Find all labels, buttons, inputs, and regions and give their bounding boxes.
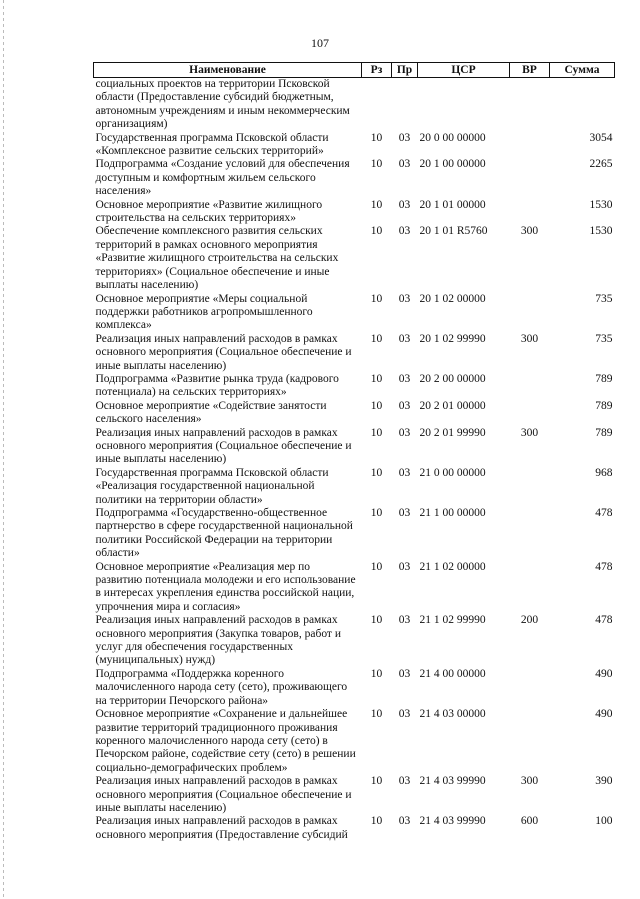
page-number: 107 (311, 36, 329, 50)
cell-name: Реализация иных направлений расходов в рамках основного мероприятия (Предоставление субсидий (95, 815, 348, 841)
cell-sum: 735 (595, 332, 613, 345)
cell-vr: 300 (520, 332, 539, 345)
table-row (94, 427, 615, 467)
cell-sum: 1530 (589, 225, 613, 238)
table-row (94, 373, 615, 400)
cell-sum: 478 (595, 507, 613, 519)
table-row (94, 815, 615, 842)
cell-csr: 21 0 00 00000 (419, 466, 486, 479)
table-header-row (94, 63, 615, 78)
cell-name: Основное мероприятие «Меры социальной поддержки работников агропромышленного комплекса» (95, 292, 313, 332)
cell-name: Подпрограмма «Поддержка коренного малочисленного народа сету (сето), проживающего на территории Печорского района» (95, 667, 348, 707)
cell-pr: 03 (398, 399, 411, 412)
cell-csr: 20 1 01 R5760 (419, 225, 488, 238)
cell-name: Государственная программа Псковской области «Комплексное развитие сельских территорий» (95, 131, 329, 158)
table-row (94, 614, 615, 668)
table-row (94, 225, 615, 292)
cell-rz: 10 (370, 507, 383, 519)
cell-name: Основное мероприятие «Содействие занятости сельского населения» (95, 399, 327, 426)
cell-csr: 20 1 02 99990 (419, 332, 486, 345)
cell-rz: 10 (370, 131, 383, 144)
cell-name: Реализация иных направлений расходов в рамках основного мероприятия (Социальное обеспечение и иные выплаты населению) (95, 332, 352, 372)
cell-pr: 03 (398, 775, 411, 788)
cell-name: Основное мероприятие «Сохранение и дальнейшее развитие территорий традиционного проживания коренного малочисленного народа сету (сето) в Печорском районе, содействие сету (сето) в решении социально-демографических проблем» (95, 708, 356, 774)
table-row (94, 561, 615, 615)
cell-csr: 20 2 01 00000 (419, 399, 486, 412)
table-row (94, 775, 615, 815)
cell-rz: 10 (370, 292, 383, 305)
cell-pr: 03 (398, 560, 411, 573)
cell-pr (392, 78, 418, 132)
cell-rz: 10 (370, 815, 383, 828)
cell-name: Основное мероприятие «Развитие жилищного строительства на сельских территориях» (95, 198, 323, 225)
header-vr: ВР (510, 63, 550, 78)
cell-pr: 03 (398, 225, 411, 238)
cell-pr: 03 (398, 332, 411, 345)
cell-rz: 10 (370, 775, 383, 788)
cell-rz: 10 (370, 158, 383, 171)
cell-vr: 300 (520, 426, 539, 439)
table-row (94, 467, 615, 507)
table-row (94, 293, 615, 333)
table-row (94, 668, 615, 708)
cell-sum: 478 (595, 614, 613, 627)
cell-vr (510, 78, 550, 132)
cell-vr (510, 132, 550, 159)
cell-vr: 200 (520, 614, 539, 627)
cell-vr: 300 (520, 775, 539, 788)
cell-csr: 20 1 00 00000 (419, 158, 486, 171)
cell-vr: 300 (520, 225, 539, 238)
cell-pr: 03 (398, 614, 411, 627)
cell-sum: 478 (595, 560, 613, 573)
cell-vr (510, 293, 550, 333)
table-row (94, 158, 615, 198)
cell-pr: 03 (398, 372, 411, 385)
cell-sum: 789 (595, 426, 613, 439)
cell-csr: 21 1 00 00000 (419, 507, 486, 519)
cell-rz: 10 (370, 198, 383, 211)
cell-pr: 03 (398, 198, 411, 211)
cell-pr: 03 (398, 708, 411, 721)
cell-sum: 1530 (589, 198, 613, 211)
cell-pr: 03 (398, 507, 411, 519)
cell-rz: 10 (370, 332, 383, 345)
cell-vr (510, 467, 550, 507)
cell-csr: 20 1 01 00000 (419, 198, 486, 211)
cell-vr (510, 708, 550, 775)
cell-vr: 600 (520, 815, 539, 828)
cell-name: Обеспечение комплексного развития сельских территорий в рамках основного мероприятия «Развитие жилищного строительства на сельских территориях» (Социальное обеспечение и иные выплаты населению) (95, 225, 339, 292)
cell-name: Реализация иных направлений расходов в рамках основного мероприятия (Социальное обеспечение и иные выплаты населению) (95, 775, 352, 814)
cell-pr: 03 (398, 426, 411, 439)
cell-name: Основное мероприятие «Реализация мер по развитию потенциала молодежи и его использование в интересах укрепления единства российской нации, упрочнения мира и согласия» (95, 560, 356, 613)
cell-csr: 21 1 02 00000 (419, 560, 486, 573)
cell-sum: 490 (595, 667, 613, 680)
cell-name: Реализация иных направлений расходов в рамках основного мероприятия (Закупка товаров, работ и услуг для обеспечения государственных (муниципальных) нужд) (95, 614, 341, 667)
cell-sum: 789 (595, 372, 613, 385)
cell-csr: 20 1 02 00000 (419, 292, 486, 305)
cell-rz: 10 (370, 399, 383, 412)
table-row (94, 400, 615, 427)
cell-name: Государственная программа Псковской области «Реализация государственной национальной политики на территории области» (95, 466, 329, 506)
cell-sum: 390 (595, 775, 613, 788)
cell-vr (510, 400, 550, 427)
cell-pr: 03 (398, 466, 411, 479)
cell-sum: 100 (595, 815, 613, 828)
cell-csr: 21 4 03 99990 (419, 775, 486, 788)
cell-pr: 03 (398, 667, 411, 680)
cell-sum (550, 78, 615, 132)
cell-rz: 10 (370, 225, 383, 238)
table-row (94, 507, 615, 561)
budget-table (93, 62, 615, 842)
cell-name: Подпрограмма «Создание условий для обеспечения доступным и комфортным жильем сельского населения» (95, 158, 350, 198)
cell-vr (510, 199, 550, 226)
cell-sum: 968 (595, 466, 613, 479)
header-sum: Сумма (550, 63, 615, 78)
cell-rz: 10 (370, 614, 383, 627)
cell-vr (510, 507, 550, 561)
cell-csr: 21 4 03 99990 (419, 815, 486, 828)
cell-sum: 490 (595, 708, 613, 721)
cell-pr: 03 (398, 131, 411, 144)
cell-pr: 03 (398, 158, 411, 171)
header-pr: Пр (392, 63, 418, 78)
cell-name: Подпрограмма «Государственно-общественное партнерство в сфере государственной национальной политики Российской Федерации на территории области» (95, 507, 353, 560)
cell-csr: 21 4 00 00000 (419, 667, 486, 680)
cell-rz: 10 (370, 667, 383, 680)
cell-csr: 20 2 00 00000 (419, 372, 486, 385)
cell-vr (510, 668, 550, 708)
cell-csr: 20 2 01 99990 (419, 426, 486, 439)
cell-sum: 789 (595, 399, 613, 412)
cell-csr (418, 78, 510, 132)
cell-vr (510, 373, 550, 400)
cell-pr: 03 (398, 815, 411, 828)
cell-pr: 03 (398, 292, 411, 305)
header-rz: Рз (362, 63, 392, 78)
cell-name: Подпрограмма «Развитие рынка труда (кадрового потенциала) на сельских территориях» (95, 372, 339, 399)
cell-csr: 21 4 03 00000 (419, 708, 486, 721)
cell-name: социальных проектов на территории Псковской области (Предоставление субсидий бюджетным, автономным учреждениям и иным некоммерческим организациям) (95, 78, 350, 131)
table-row (94, 199, 615, 226)
table-row (94, 78, 615, 132)
cell-csr: 21 1 02 99990 (419, 614, 486, 627)
table-row (94, 333, 615, 373)
cell-vr (510, 158, 550, 198)
cell-vr (510, 561, 550, 615)
cell-sum: 735 (595, 292, 613, 305)
cell-rz: 10 (370, 466, 383, 479)
cell-sum: 2265 (589, 158, 613, 171)
header-csr: ЦСР (418, 63, 510, 78)
cell-rz: 10 (370, 372, 383, 385)
header-name: Наименование (94, 63, 362, 78)
table-row (94, 708, 615, 775)
cell-rz: 10 (370, 560, 383, 573)
cell-name: Реализация иных направлений расходов в рамках основного мероприятия (Социальное обеспечение и иные выплаты населению) (95, 426, 352, 466)
cell-rz: 10 (370, 426, 383, 439)
cell-rz: 10 (370, 708, 383, 721)
cell-csr: 20 0 00 00000 (419, 131, 486, 144)
cell-sum: 3054 (589, 131, 613, 144)
cell-rz (362, 78, 392, 132)
table-row (94, 132, 615, 159)
scan-edge (3, 0, 4, 899)
